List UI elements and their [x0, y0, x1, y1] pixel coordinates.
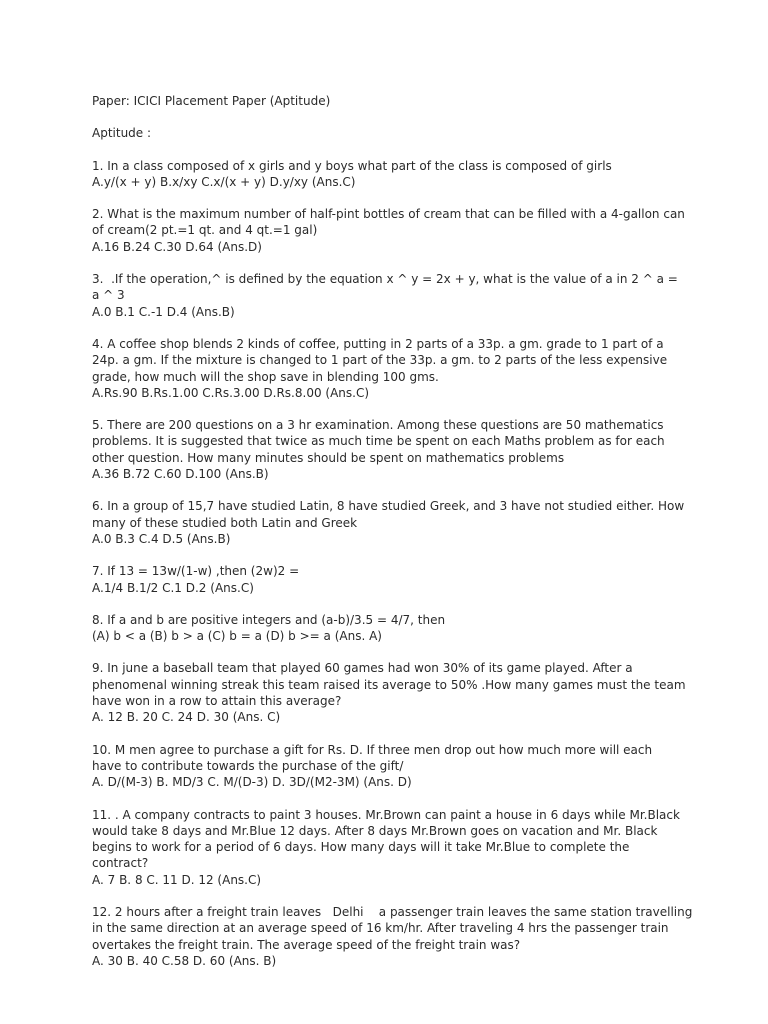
answer-options: A.1/4 B.1/2 C.1 D.2 (Ans.C): [92, 580, 254, 595]
paper-title: Paper: ICICI Placement Paper (Aptitude): [92, 94, 331, 108]
question-text-line: 8. If a and b are positive integers and (a-b)/3.5 = 4/7, then: [92, 612, 446, 627]
question-text-line: problems. It is suggested that twice as much time be spent on each Maths problem as for each: [92, 434, 665, 449]
question-block: [92, 660, 708, 725]
question-text-line: 11. . A company contracts to paint 3 houses. Mr.Brown can paint a house in 6 days while Mr.Black: [92, 807, 680, 822]
question-block: [92, 271, 708, 320]
question-text-line: 10. M men agree to purchase a gift for Rs. D. If three men drop out how much more will each: [92, 742, 653, 757]
question-text-line: have won in a row to attain this average?: [92, 694, 342, 709]
question-text-line: 7. If 13 = 13w/(1-w) ,then (2w)2 =: [92, 564, 300, 579]
question-text-line: would take 8 days and Mr.Blue 12 days. After 8 days Mr.Brown goes on vacation and Mr. Black: [92, 823, 658, 838]
question-block: [92, 206, 708, 255]
answer-options: A. D/(M-3) B. MD/3 C. M/(D-3) D. 3D/(M2-3M) (Ans. D): [92, 775, 412, 790]
question-text-line: 9. In june a baseball team that played 60 games had won 30% of its game played. After a: [92, 661, 633, 676]
question-block: [92, 904, 708, 969]
question-text-line: 2. What is the maximum number of half-pint bottles of cream that can be filled with a 4-gallon can: [92, 207, 685, 222]
question-block: [92, 498, 708, 547]
question-text-line: many of these studied both Latin and Greek: [92, 515, 358, 530]
answer-options: A.y/(x + y) B.x/xy C.x/(x + y) D.y/xy (Ans.C): [92, 174, 356, 189]
question-text-line: 6. In a group of 15,7 have studied Latin, 8 have studied Greek, and 3 have not studied either. How: [92, 499, 685, 514]
question-text-line: in the same direction at an average speed of 16 km/hr. After traveling 4 hrs the passenger train: [92, 921, 669, 936]
answer-options: (A) b < a (B) b > a (C) b = a (D) b >= a (Ans. A): [92, 629, 382, 644]
question-text-line: 5. There are 200 questions on a 3 hr examination. Among these questions are 50 mathematics: [92, 418, 664, 433]
question-block: [92, 612, 708, 645]
answer-options: A.Rs.90 B.Rs.1.00 C.Rs.3.00 D.Rs.8.00 (Ans.C): [92, 385, 370, 400]
question-text-line: 1. In a class composed of x girls and y boys what part of the class is composed of girls: [92, 158, 612, 173]
question-text-line: 24p. a gm. If the mixture is changed to 1 part of the 33p. a gm. to 2 parts of the less expensive: [92, 353, 668, 368]
question-text-line: grade, how much will the shop save in blending 100 gms.: [92, 369, 439, 384]
question-block: [92, 417, 708, 482]
question-text-line: 3. .If the operation,^ is defined by the equation x ^ y = 2x + y, what is the value of a in 2 ^ a =: [92, 272, 678, 287]
question-block: [92, 807, 708, 888]
question-text-line: phenomenal winning streak this team raised its average to 50% .How many games must the team: [92, 677, 686, 692]
question-text-line: have to contribute towards the purchase of the gift/: [92, 758, 404, 773]
answer-options: A.16 B.24 C.30 D.64 (Ans.D): [92, 239, 262, 254]
answer-options: A. 30 B. 40 C.58 D. 60 (Ans. B): [92, 953, 277, 968]
question-text-line: contract?: [92, 856, 149, 871]
question-text-line: of cream(2 pt.=1 qt. and 4 qt.=1 gal): [92, 223, 318, 238]
question-block: [92, 336, 708, 401]
question-text-line: other question. How many minutes should be spent on mathematics problems: [92, 450, 565, 465]
answer-options: A.0 B.1 C.-1 D.4 (Ans.B): [92, 304, 235, 319]
question-text-line: overtakes the freight train. The average speed of the freight train was?: [92, 937, 521, 952]
question-block: [92, 158, 708, 191]
answer-options: A. 7 B. 8 C. 11 D. 12 (Ans.C): [92, 872, 262, 887]
question-block: [92, 742, 708, 791]
answer-options: A. 12 B. 20 C. 24 D. 30 (Ans. C): [92, 710, 281, 725]
question-text-line: a ^ 3: [92, 288, 125, 303]
answer-options: A.0 B.3 C.4 D.5 (Ans.B): [92, 531, 231, 546]
question-text-line: 12. 2 hours after a freight train leaves Delhi a passenger train leaves the same station travelling: [92, 904, 693, 919]
question-block: [92, 563, 708, 596]
question-text-line: 4. A coffee shop blends 2 kinds of coffee, putting in 2 parts of a 33p. a gm. grade to 1 part of a: [92, 336, 664, 351]
question-list: [92, 158, 708, 970]
question-text-line: begins to work for a period of 6 days. How many days will it take Mr.Blue to complete the: [92, 840, 630, 855]
answer-options: A.36 B.72 C.60 D.100 (Ans.B): [92, 467, 269, 482]
section-title: Aptitude :: [92, 126, 152, 141]
